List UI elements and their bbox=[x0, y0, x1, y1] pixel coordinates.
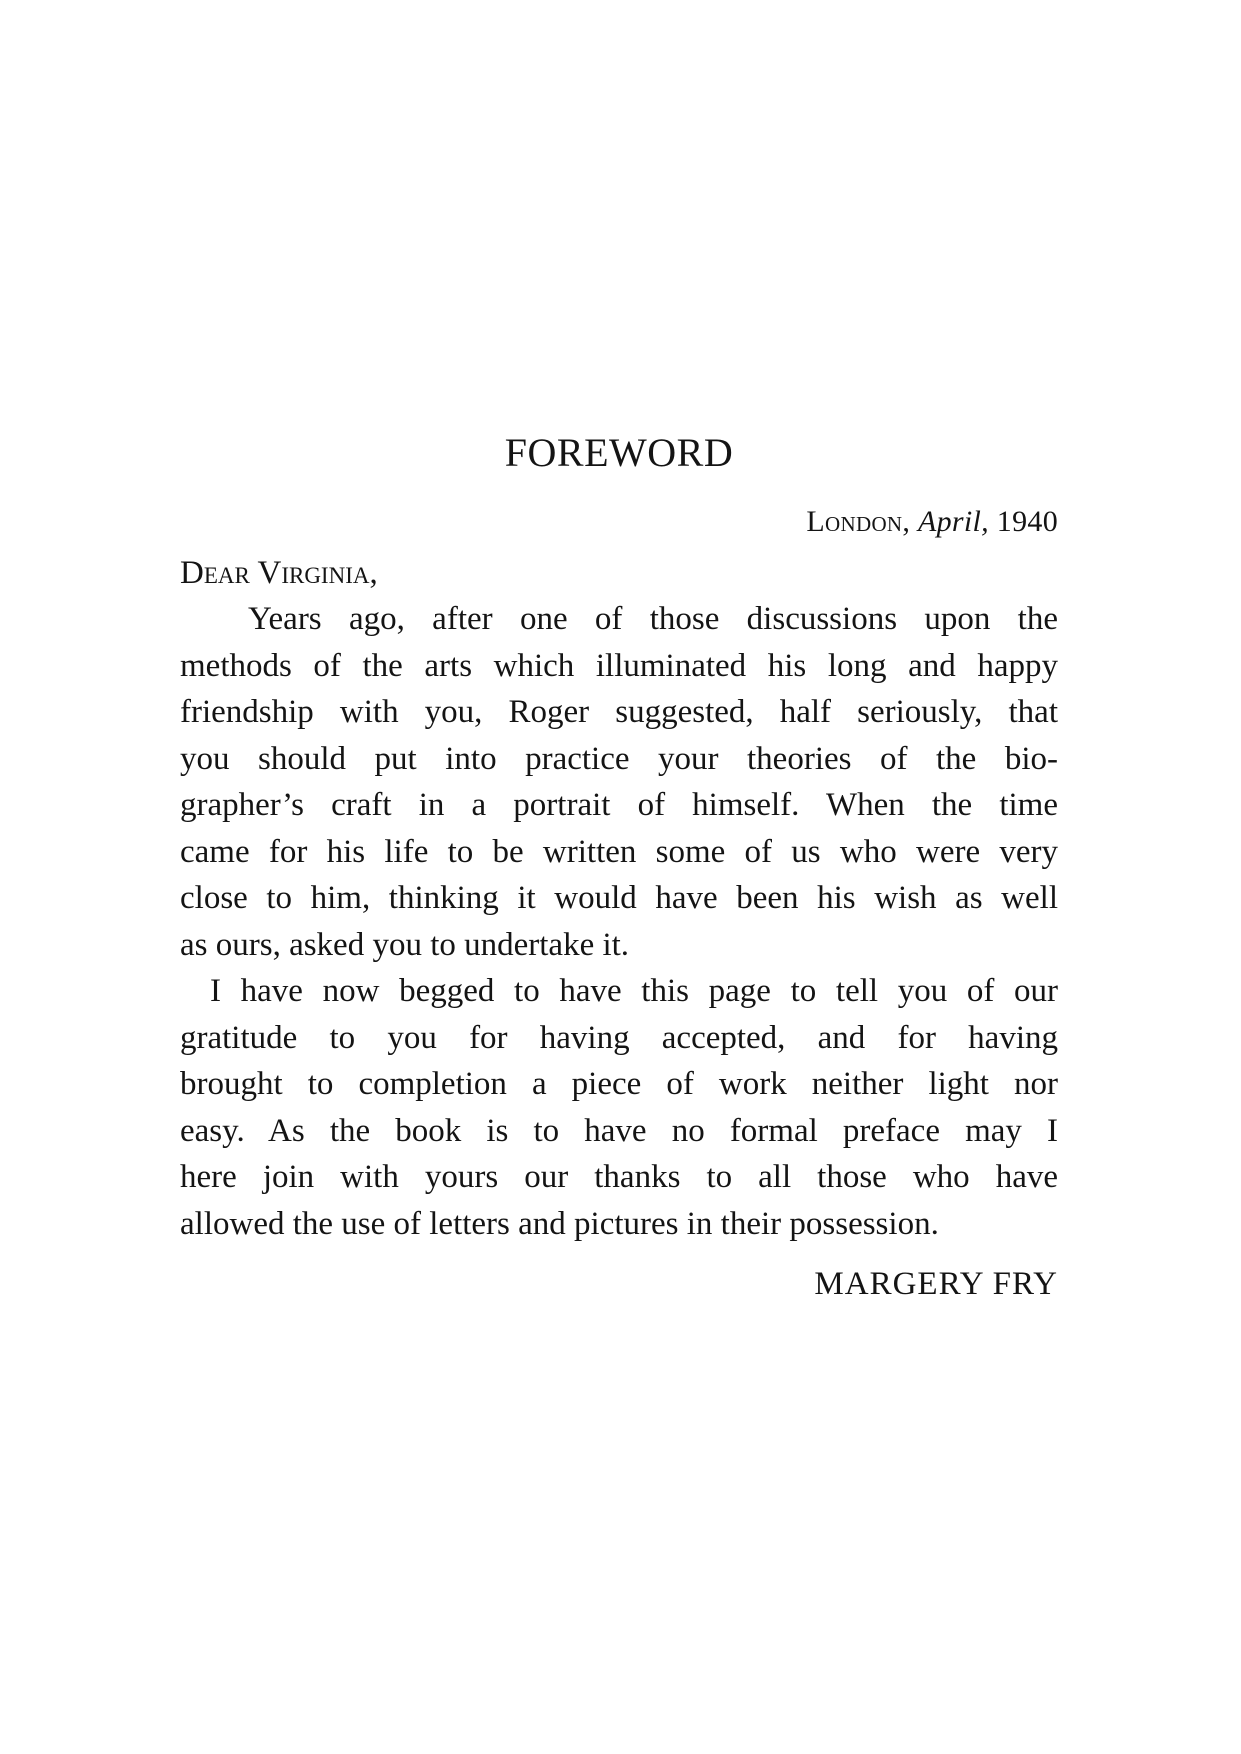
paragraph-1 bbox=[180, 596, 1058, 968]
paragraph-line: brought to completion a piece of work neither light nor bbox=[180, 1066, 1058, 1102]
paragraph-line: gratitude to you for having accepted, and for having bbox=[180, 1019, 1058, 1056]
paragraph-line: Years ago, after one of those discussions upon the bbox=[248, 601, 1058, 637]
paragraph-2 bbox=[180, 968, 1058, 1247]
dateline-place: London, bbox=[806, 505, 911, 538]
foreword-text-block bbox=[180, 425, 1058, 1307]
paragraph-line: methods of the arts which illuminated his long and happy bbox=[180, 647, 1058, 684]
paragraph-line: close to him, thinking it would have been his wish as well bbox=[180, 880, 1058, 916]
dateline-year: 1940 bbox=[996, 505, 1058, 538]
dateline bbox=[180, 500, 1058, 544]
paragraph-line: grapher’s craft in a portrait of himself. When the time bbox=[180, 787, 1058, 823]
paragraph-line: you should put into practice your theories of the bio- bbox=[180, 740, 1058, 777]
dateline-month: April, bbox=[918, 505, 989, 538]
paragraph-line: allowed the use of letters and pictures in their possession. bbox=[180, 1205, 939, 1242]
paragraph-line: easy. As the book is to have no formal preface may I bbox=[180, 1112, 1058, 1149]
paragraph-line: I have now begged to have this page to tell you of our bbox=[210, 973, 1058, 1009]
salutation: Dear Virginia, bbox=[180, 555, 378, 591]
signature: MARGERY FRY bbox=[814, 1266, 1058, 1302]
paragraph-line: here join with yours our thanks to all those who have bbox=[180, 1159, 1058, 1195]
paragraph-line: friendship with you, Roger suggested, half seriously, that bbox=[180, 694, 1058, 730]
paragraph-line: as ours, asked you to undertake it. bbox=[180, 926, 630, 963]
paragraph-line: came for his life to be written some of us who were very bbox=[180, 833, 1058, 870]
page-title: FOREWORD bbox=[504, 430, 734, 475]
